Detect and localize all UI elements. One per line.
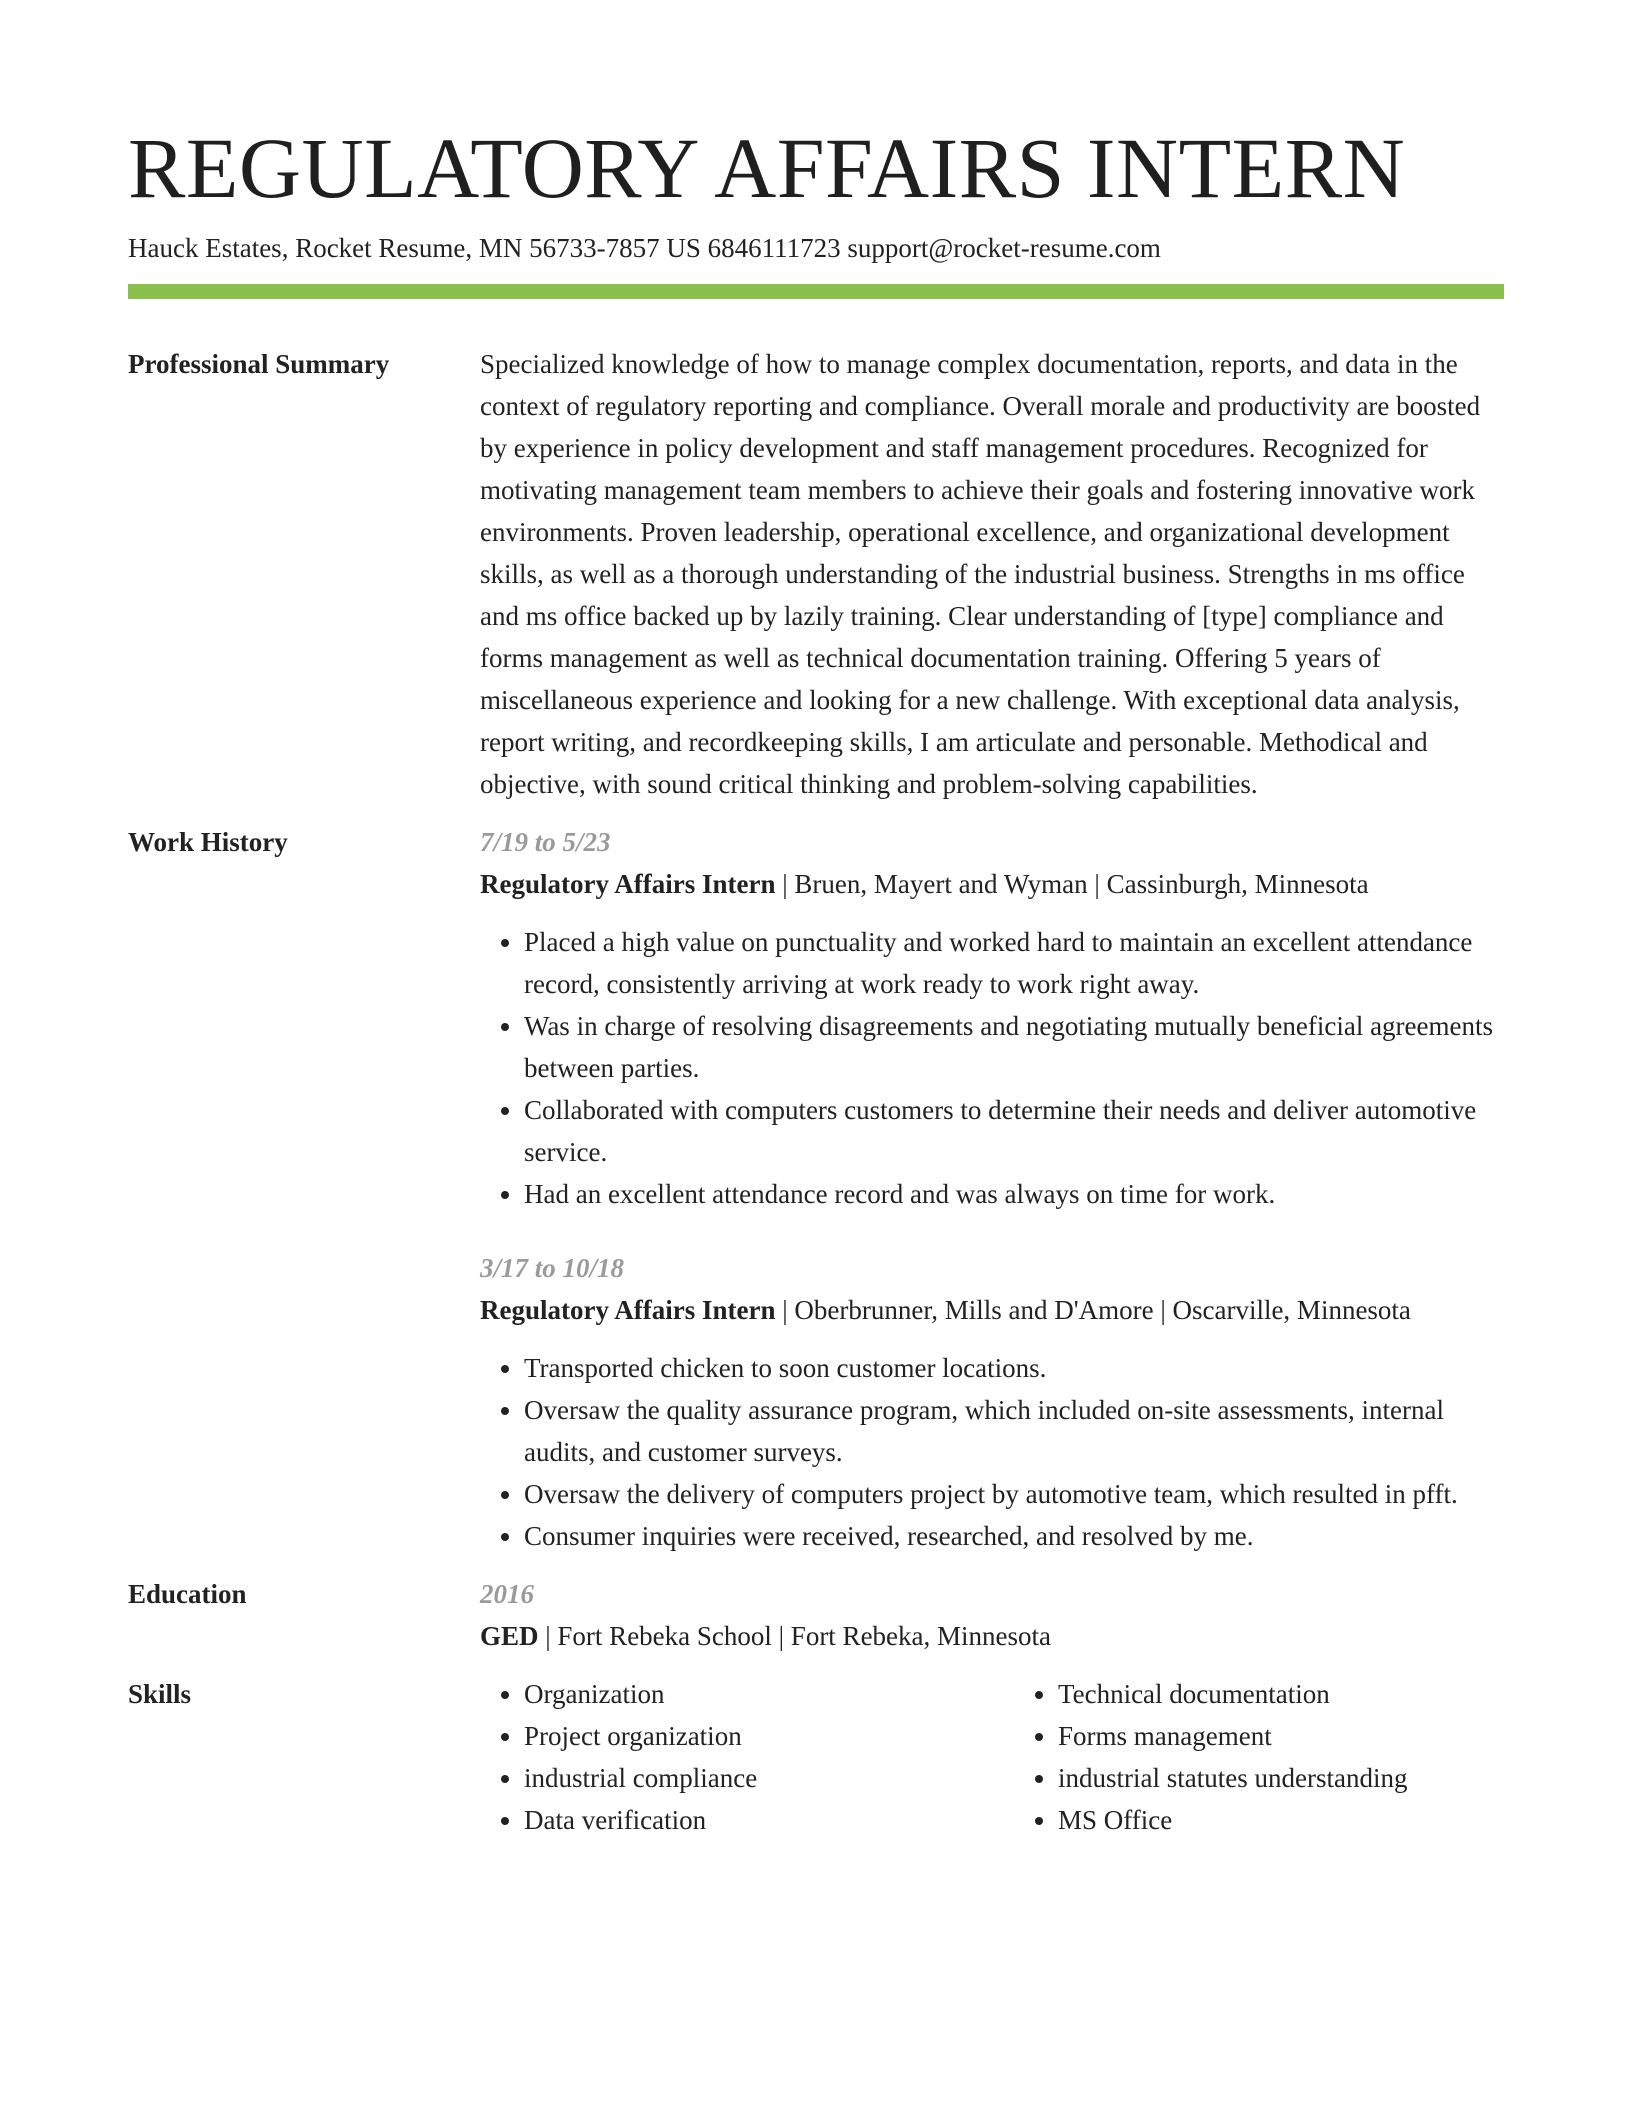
job-heading	[480, 863, 1504, 905]
skill-item: • Data verification	[524, 1799, 970, 1841]
job-title: Regulatory Affairs Intern	[480, 1295, 776, 1325]
list-item: • Placed a high value on punctuality and worked hard to maintain an excellent attendance record, consistently arriving at work ready to work right away.	[524, 921, 1504, 1005]
education-section	[128, 1573, 1504, 1657]
job-dates: 3/17 to 10/18	[480, 1253, 625, 1283]
job-employer: | Oberbrunner, Mills and D'Amore | Oscarville, Minnesota	[775, 1295, 1411, 1325]
summary-text: Specialized knowledge of how to manage complex documentation, reports, and data in the context of regulatory reporting and compliance. Overall morale and productivity are boosted by experience in policy development and staff management procedures. Recognized for motivating management team members to achieve their goals and fostering innovative work environments. Proven leadership, operational excellence, and organizational development skills, as well as a thorough understanding of the industrial business. Strengths in ms office and ms office backed up by lazily training. Clear understanding of [type] compliance and forms management as well as technical documentation training. Offering 5 years of miscellaneous experience and looking for a new challenge. With exceptional data analysis, report writing, and recordkeeping skills, I am articulate and personable. Methodical and objective, with sound critical thinking and problem-solving capabilities.	[480, 349, 1481, 799]
summary-section	[128, 343, 1504, 805]
skill-item: • Forms management	[1058, 1715, 1504, 1757]
work-history-body	[480, 821, 1504, 1557]
accent-divider	[128, 284, 1504, 299]
contact-line: Hauck Estates, Rocket Resume, MN 56733-7857 US 6846111723 support@rocket-resume.com	[128, 233, 1161, 263]
skill-item: • MS Office	[1058, 1799, 1504, 1841]
job-entry	[480, 1247, 1504, 1557]
job-entry	[480, 821, 1504, 1215]
skill-item: • industrial statutes understanding	[1058, 1757, 1504, 1799]
job-employer: | Bruen, Mayert and Wyman | Cassinburgh, Minnesota	[775, 869, 1369, 899]
list-item: • Oversaw the delivery of computers project by automotive team, which resulted in pfft.	[524, 1473, 1504, 1515]
skills-column-right	[1014, 1673, 1504, 1841]
job-bullets	[480, 1347, 1504, 1557]
skills-heading: Skills	[128, 1679, 192, 1709]
skill-item: • Technical documentation	[1058, 1673, 1504, 1715]
skills-section	[128, 1673, 1504, 1841]
work-history-heading: Work History	[128, 827, 288, 857]
education-body	[480, 1573, 1504, 1657]
list-item: • Consumer inquiries were received, researched, and resolved by me.	[524, 1515, 1504, 1557]
list-item: • Collaborated with computers customers to determine their needs and deliver automotive service.	[524, 1089, 1504, 1173]
education-line	[480, 1615, 1504, 1657]
list-item: • Transported chicken to soon customer locations.	[524, 1347, 1504, 1389]
work-history-section	[128, 821, 1504, 1557]
job-heading	[480, 1289, 1504, 1331]
job-bullets	[480, 921, 1504, 1215]
skills-column-left	[480, 1673, 970, 1841]
list-item: • Oversaw the quality assurance program, which included on-site assessments, internal audits, and customer surveys.	[524, 1389, 1504, 1473]
education-year: 2016	[480, 1579, 534, 1609]
education-degree: GED	[480, 1621, 539, 1651]
resume-title: REGULATORY AFFAIRS INTERN	[128, 120, 1406, 216]
skill-item: • Project organization	[524, 1715, 970, 1757]
list-item: • Had an excellent attendance record and was always on time for work.	[524, 1173, 1504, 1215]
skill-item: • Organization	[524, 1673, 970, 1715]
education-school: | Fort Rebeka School | Fort Rebeka, Minnesota	[538, 1621, 1052, 1651]
job-title: Regulatory Affairs Intern	[480, 869, 776, 899]
job-dates: 7/19 to 5/23	[480, 827, 611, 857]
skills-grid	[480, 1673, 1504, 1841]
skill-item: • industrial compliance	[524, 1757, 970, 1799]
skills-body	[480, 1673, 1504, 1841]
education-heading: Education	[128, 1579, 247, 1609]
summary-heading: Professional Summary	[128, 349, 390, 379]
resume-page	[128, 118, 1504, 1841]
list-item: • Was in charge of resolving disagreements and negotiating mutually beneficial agreements between parties.	[524, 1005, 1504, 1089]
